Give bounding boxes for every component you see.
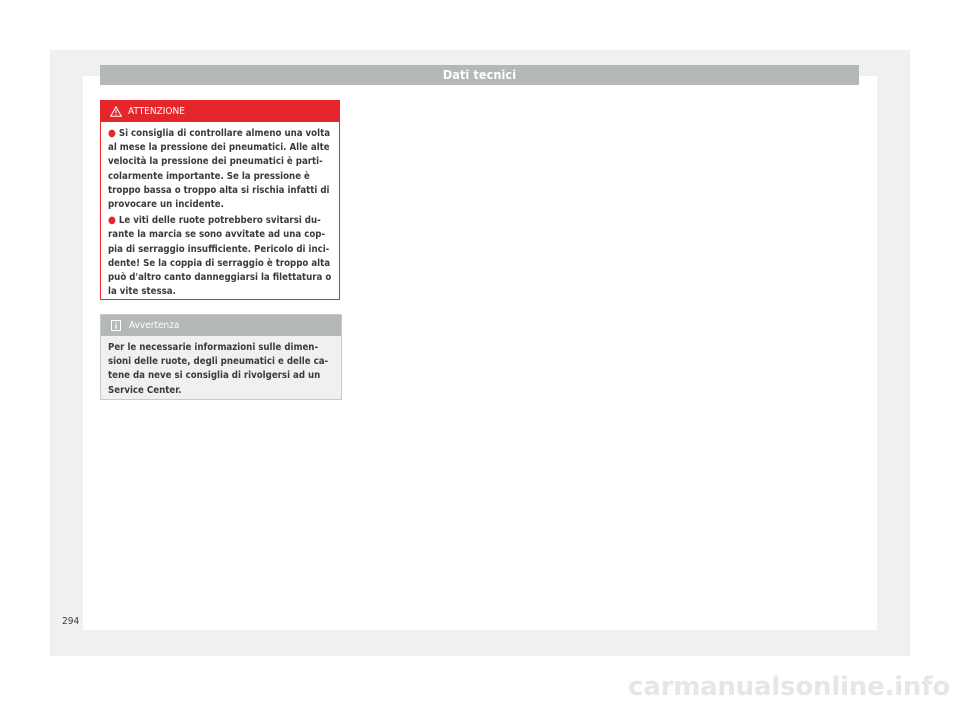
bullet-icon: ● [108, 128, 116, 139]
warning-header [101, 101, 339, 122]
bullet-icon: ● [108, 215, 116, 227]
warning-title: ATTENZIONE [128, 106, 185, 117]
note-header [101, 315, 341, 336]
note-box [100, 314, 342, 400]
page-number: 294 [62, 616, 80, 627]
warning-item-text: Le viti delle ruote potrebbero svitarsi du-rante la marcia se sono avvitate ad una cop-pia di serraggio insufficiente. Pericolo di inci-dente! Se la coppia di serraggio è troppo alta può d'altro canto danneggiarsi la filettatura o la vite stessa. [108, 215, 332, 298]
watermark: carmanualsonline.info [628, 672, 950, 702]
info-icon [111, 320, 121, 331]
section-header: Dati tecnici [100, 65, 859, 85]
warning-item-text: Si consiglia di controllare almeno una volta al mese la pressione dei pneumatici. Alle alte velocità la pressione dei pneumatici è parti-colarmente importante. Se la pressione è troppo bassa o troppo alta si rischia infatti di provocare un incidente. [108, 128, 331, 211]
note-title: Avvertenza [129, 320, 180, 331]
warning-triangle-icon [110, 106, 122, 117]
warning-box [100, 100, 340, 300]
warning-item [108, 214, 332, 299]
note-text: Per le necessarie informazioni sulle dimen-sioni delle ruote, degli pneumatici e delle ca-tene da neve si consiglia di rivolgersi ad un Service Center. [108, 342, 329, 396]
warning-item [108, 127, 332, 212]
warning-body [101, 122, 339, 299]
